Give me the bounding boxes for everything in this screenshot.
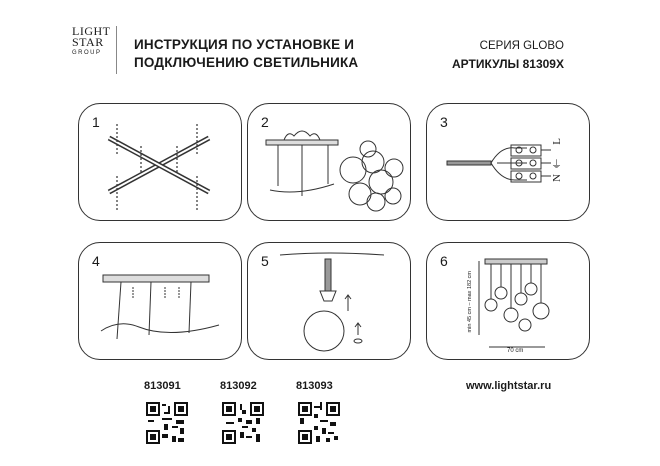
wire-label-n: N xyxy=(551,174,563,182)
website-link[interactable]: www.lightstar.ru xyxy=(466,380,552,392)
step-panel-2 xyxy=(247,103,411,221)
qr-code-2 xyxy=(222,402,264,444)
series-label: СЕРИЯ GLOBO xyxy=(479,40,564,52)
height-dimension-label: min 45 cm – max 182 cm xyxy=(467,271,473,333)
step-1-illustration xyxy=(79,104,243,222)
wire-label-ground: ⏚ xyxy=(551,159,562,171)
step-5-illustration xyxy=(248,243,412,361)
page-title xyxy=(134,36,358,72)
wire-label-l: L xyxy=(551,138,563,145)
step-panel-3 xyxy=(426,103,590,221)
step-panel-5 xyxy=(247,242,411,360)
logo-line-2: STAR xyxy=(72,35,104,49)
brand-logo xyxy=(72,26,117,74)
articles-label: АРТИКУЛЫ 81309X xyxy=(452,57,564,71)
article-code-1: 813091 xyxy=(144,380,181,392)
step-4-illustration xyxy=(79,243,243,361)
step-panel-6 xyxy=(426,242,590,360)
step-panel-1 xyxy=(78,103,242,221)
step-3-illustration xyxy=(427,104,591,222)
article-code-3: 813093 xyxy=(296,380,333,392)
step-6-illustration xyxy=(427,243,591,361)
title-line-1: ИНСТРУКЦИЯ ПО УСТАНОВКЕ И xyxy=(134,37,355,52)
title-line-2: ПОДКЛЮЧЕНИЮ СВЕТИЛЬНИКА xyxy=(134,55,359,70)
step-number-4: 4 xyxy=(92,253,100,269)
qr-code-1 xyxy=(146,402,188,444)
step-number-2: 2 xyxy=(261,114,269,130)
qr-code-3 xyxy=(298,402,340,444)
step-number-1: 1 xyxy=(92,114,100,130)
step-number-5: 5 xyxy=(261,253,269,269)
logo-line-3: GROUP xyxy=(72,50,102,56)
step-number-3: 3 xyxy=(440,114,448,130)
step-2-illustration xyxy=(248,104,412,222)
series-info xyxy=(452,37,564,73)
logo-line-1: LIGHT xyxy=(72,24,111,38)
step-number-6: 6 xyxy=(440,253,448,269)
width-dimension-label: 70 cm xyxy=(507,348,524,354)
step-panel-4 xyxy=(78,242,242,360)
article-code-2: 813092 xyxy=(220,380,257,392)
